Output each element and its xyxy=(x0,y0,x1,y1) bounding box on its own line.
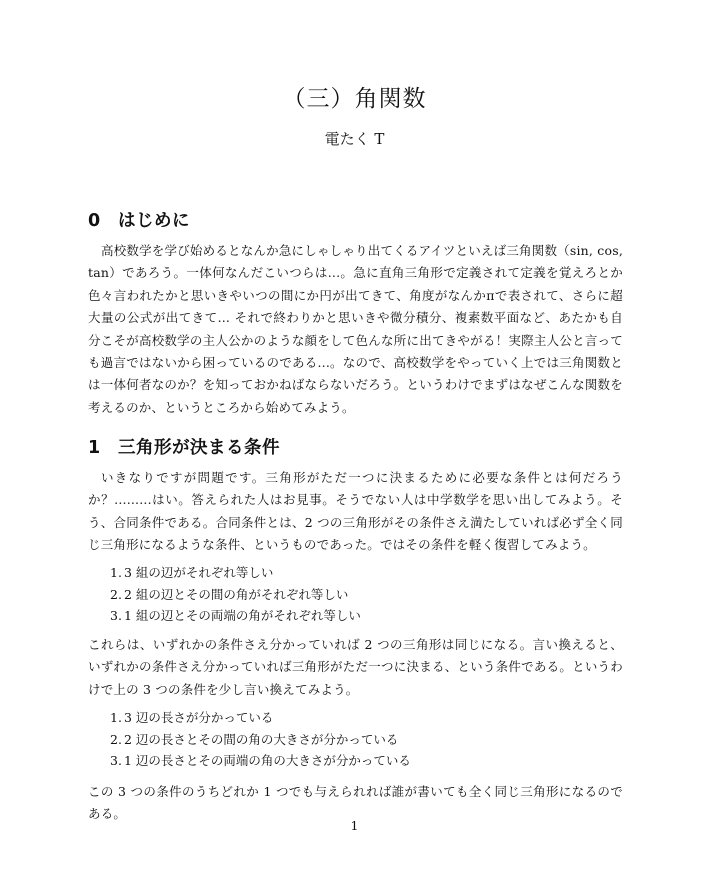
section-1-paragraph-2: これらは、いずれかの条件さえ分かっていれば 2 つの三角形は同じになる。言い換えると、いずれかの条件さえ分かっていれば三角形がただ一つに決まる、という条件である。というわけで上の 3 つの条件を少し言い換えてみよう。 xyxy=(88,637,623,697)
section-heading-1 xyxy=(88,434,280,459)
section-title: 三角形が決まる条件 xyxy=(118,438,280,458)
list-item: 2. 2 辺の長さとその間の角の大きさが分かっている xyxy=(110,731,399,747)
list-item: 1. 3 組の辺がそれぞれ等しい xyxy=(110,565,274,580)
intro-paragraph: 高校数学を学び始めるとなんか急にしゃしゃり出てくるアイツといえば三角関数（sin, cos, tan）であろう。一体何なんだこいつらは...。急に直角三角形で定義されて定義を覚えろとか色々言われたかと思いきやいつの間にか円が出てきて、角度がなんかπで表されて、さらに超大量の公式が出てきて... それで終わりかと思いきや微分積分、複素数平面など、あたかも自分こそが高校数学の主人公かのような顔をして色んな所に出てきやがる！実際主人公と言っても過言ではないから困っているのである...。なので、高校数学をやっていく上では三角関数とは一体何者なのか？を知っておかねばならないだろう。というわけでまずはなぜこんな関数を考えるのか、というところから始めてみよう。 xyxy=(88,243,623,415)
list-item: 3. 1 辺の長さとその両端の角の大きさが分かっている xyxy=(110,753,411,768)
section-heading-0 xyxy=(88,207,190,232)
triangle-conditions-list xyxy=(110,707,411,772)
list-item: 3. 1 組の辺とその両端の角がそれぞれ等しい xyxy=(110,608,361,623)
section-number: 1 xyxy=(88,438,101,458)
document-author: 電たく T xyxy=(324,130,385,148)
section-1-paragraph-3: この 3 つの条件のうちどれか 1 つでも与えられれば誰が書いても全く同じ三角形になるのである。 xyxy=(88,784,623,822)
section-number: 0 xyxy=(88,211,101,231)
congruence-conditions-list xyxy=(110,562,361,627)
list-item: 1. 3 辺の長さが分かっている xyxy=(110,710,274,725)
list-item: 2. 2 組の辺とその間の角がそれぞれ等しい xyxy=(110,586,349,602)
section-1-paragraph: いきなりですが問題です。三角形がただ一つに決まるために必要な条件とは何だろうか？.........はい。答えられた人はお見事。そうでない人は中学数学を思い出してみよう。そう、合同条件である。合同条件とは、2 つの三角形がその条件さえ満たしていれば必ず全く同じ三角形になるような条件、というものであった。ではその条件を軽く復習してみよう。 xyxy=(88,470,623,553)
section-title: はじめに xyxy=(118,211,190,231)
document-title: （三）角関数 xyxy=(282,86,427,112)
page-number: 1 xyxy=(350,818,359,833)
